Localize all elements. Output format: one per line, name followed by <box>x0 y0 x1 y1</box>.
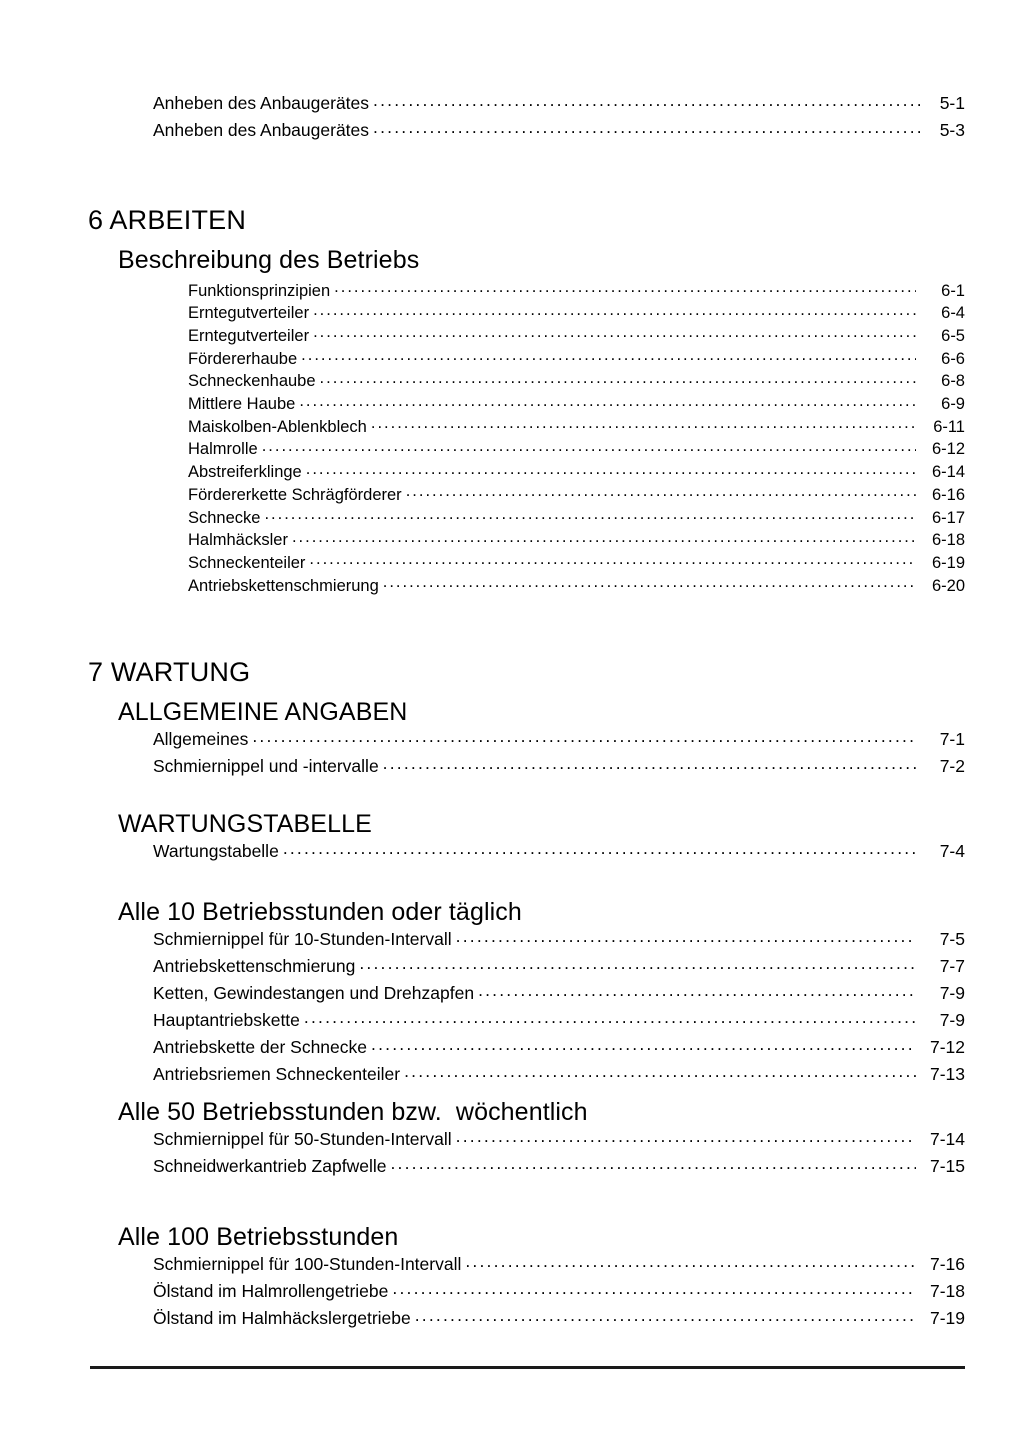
toc-entry-page: 6-20 <box>931 576 965 595</box>
toc-entry[interactable] <box>188 347 965 370</box>
toc-entry-label: Fördererkette Schrägförderer <box>188 485 402 504</box>
dot-leader <box>404 1063 916 1081</box>
toc-entry[interactable] <box>188 574 965 597</box>
section-allgemeine-angaben-entry-list <box>153 726 965 780</box>
toc-entry-label: Schmiernippel für 100-Stunden-Intervall <box>153 1254 462 1274</box>
toc-entry-page: 7-9 <box>939 983 965 1003</box>
toc-entry-label: Funktionsprinzipien <box>188 281 331 300</box>
chapter-title-6[interactable]: 6 ARBEITEN <box>88 205 247 235</box>
dot-leader <box>306 461 916 478</box>
toc-entry[interactable] <box>153 90 965 117</box>
dot-leader <box>465 1253 916 1271</box>
toc-entry-label: Schneckenhaube <box>188 372 316 391</box>
toc-entry[interactable] <box>188 324 965 347</box>
toc-entry-label: Antriebskettenschmierung <box>188 576 379 595</box>
toc-entry-label: Wartungstabelle <box>153 841 279 861</box>
toc-entry[interactable] <box>153 117 965 144</box>
dot-leader <box>309 551 916 568</box>
toc-entry[interactable] <box>188 415 965 438</box>
toc-entry[interactable] <box>188 529 965 552</box>
dot-leader <box>292 529 916 546</box>
toc-entry-label: Anheben des Anbaugerätes <box>153 120 370 140</box>
toc-entry[interactable] <box>153 953 965 980</box>
toc-entry[interactable] <box>188 279 965 302</box>
toc-entry-page: 7-14 <box>929 1129 965 1149</box>
toc-entry-page: 7-5 <box>939 929 965 949</box>
toc-entry-label: Maiskolben-Ablenkblech <box>188 417 367 436</box>
toc-entry-page: 6-8 <box>941 372 965 391</box>
dot-leader <box>283 840 916 858</box>
toc-entry-label: Abstreiferklinge <box>188 463 302 482</box>
dot-leader <box>390 1155 916 1173</box>
toc-entry-page: 6-9 <box>941 395 965 414</box>
dot-leader <box>252 728 916 746</box>
toc-entry[interactable] <box>153 926 965 953</box>
toc-entry-label: Schnecke <box>188 508 261 527</box>
toc-entry-label: Schmiernippel und -intervalle <box>153 756 379 776</box>
toc-entry-page: 7-18 <box>929 1281 965 1301</box>
section-title-alle-100-betriebsstunden[interactable]: Alle 100 Betriebsstunden <box>118 1223 399 1251</box>
toc-entry[interactable] <box>188 461 965 484</box>
toc-entry-label: Antriebskettenschmierung <box>153 956 356 976</box>
toc-entry[interactable] <box>188 438 965 461</box>
toc-entry-page: 6-5 <box>941 326 965 345</box>
toc-entry-label: Mittlere Haube <box>188 395 296 414</box>
toc-entry-page: 6-1 <box>941 281 965 300</box>
dot-leader <box>383 755 916 773</box>
toc-entry-page: 6-18 <box>931 531 965 550</box>
toc-entry-page: 7-15 <box>929 1156 965 1176</box>
toc-entry[interactable] <box>153 838 965 865</box>
dot-leader <box>478 982 916 1000</box>
carryover-entry-list <box>153 90 965 144</box>
toc-entry[interactable] <box>188 506 965 529</box>
toc-entry-label: Schneidwerkantrieb Zapfwelle <box>153 1156 387 1176</box>
toc-entry[interactable] <box>188 302 965 325</box>
section-title-alle-10-betriebsstunden[interactable]: Alle 10 Betriebsstunden oder täglich <box>118 898 522 926</box>
toc-entry-label: Halmrolle <box>188 440 258 459</box>
toc-entry[interactable] <box>188 370 965 393</box>
toc-entry[interactable] <box>153 980 965 1007</box>
toc-entry-label: Fördererhaube <box>188 349 298 368</box>
toc-entry[interactable] <box>153 1034 965 1061</box>
toc-entry-label: Allgemeines <box>153 729 249 749</box>
dot-leader <box>313 324 916 341</box>
toc-entry-page: 7-9 <box>939 1010 965 1030</box>
toc-entry-page: 6-12 <box>931 440 965 459</box>
section-title-wartungstabelle[interactable]: WARTUNGSTABELLE <box>118 810 372 838</box>
toc-entry-label: Antriebskette der Schnecke <box>153 1037 368 1057</box>
section-alle-100-betriebsstunden-entry-list <box>153 1251 965 1332</box>
section-wartungstabelle-entry-list <box>153 838 965 865</box>
toc-entry-page: 5-3 <box>939 120 965 140</box>
toc-entry-page: 7-12 <box>929 1037 965 1057</box>
section-title-beschreibung-des-betriebs[interactable]: Beschreibung des Betriebs <box>118 246 420 274</box>
toc-entry-label: Ölstand im Halmhäckslergetriebe <box>153 1308 411 1328</box>
toc-entry[interactable] <box>188 483 965 506</box>
toc-entry[interactable] <box>153 1061 965 1088</box>
section-title-alle-50-betriebsstunden[interactable]: Alle 50 Betriebsstunden bzw. wöchentlich <box>118 1098 588 1126</box>
dot-leader <box>371 1036 916 1054</box>
toc-entry-label: Hauptantriebskette <box>153 1010 300 1030</box>
dot-leader <box>383 574 916 591</box>
toc-entry[interactable] <box>153 1007 965 1034</box>
toc-entry-label: Ketten, Gewindestangen und Drehzapfen <box>153 983 475 1003</box>
toc-entry[interactable] <box>153 1278 965 1305</box>
toc-entry-label: Halmhäcksler <box>188 531 288 550</box>
dot-leader <box>264 506 916 523</box>
toc-entry-page: 6-17 <box>931 508 965 527</box>
dot-leader <box>301 347 916 364</box>
dot-leader <box>406 483 916 500</box>
toc-entry[interactable] <box>188 551 965 574</box>
toc-entry-page: 6-19 <box>931 553 965 572</box>
toc-entry-page: 7-19 <box>929 1308 965 1328</box>
toc-entry-page: 7-1 <box>939 729 965 749</box>
dot-leader <box>313 302 916 319</box>
toc-entry[interactable] <box>153 1153 965 1180</box>
dot-leader <box>415 1307 916 1325</box>
section-alle-50-betriebsstunden-entry-list <box>153 1126 965 1180</box>
toc-entry[interactable] <box>153 726 965 753</box>
toc-entry-label: Erntegutverteiler <box>188 326 310 345</box>
toc-entry-page: 7-7 <box>939 956 965 976</box>
chapter6-entry-list <box>188 279 965 597</box>
dot-leader <box>304 1009 916 1027</box>
chapter-title-7[interactable]: 7 WARTUNG <box>88 657 251 687</box>
toc-entry-page: 5-1 <box>939 93 965 113</box>
toc-entry-page: 7-4 <box>939 841 965 861</box>
toc-entry-page: 6-11 <box>933 417 965 436</box>
dot-leader <box>320 370 916 387</box>
toc-entry[interactable] <box>188 393 965 416</box>
dot-leader <box>262 438 916 455</box>
toc-entry-label: Erntegutverteiler <box>188 304 310 323</box>
toc-entry[interactable] <box>153 753 965 780</box>
dot-leader <box>371 415 916 432</box>
dot-leader <box>373 92 925 110</box>
toc-entry[interactable] <box>153 1251 965 1278</box>
dot-leader <box>334 279 916 296</box>
section-title-allgemeine-angaben[interactable]: ALLGEMEINE ANGABEN <box>118 698 408 726</box>
footer-divider <box>90 1366 965 1369</box>
dot-leader <box>359 955 916 973</box>
toc-entry[interactable] <box>153 1126 965 1153</box>
toc-entry-page: 6-16 <box>931 485 965 504</box>
dot-leader <box>456 1128 916 1146</box>
dot-leader <box>456 928 916 946</box>
toc-entry-page: 6-14 <box>931 463 965 482</box>
toc-entry-page: 7-16 <box>929 1254 965 1274</box>
toc-entry-page: 6-6 <box>941 349 965 368</box>
toc-entry-label: Anheben des Anbaugerätes <box>153 93 370 113</box>
section-alle-10-betriebsstunden-entry-list <box>153 926 965 1088</box>
dot-leader <box>392 1280 916 1298</box>
toc-entry-label: Schneckenteiler <box>188 553 306 572</box>
toc-entry-page: 7-13 <box>929 1064 965 1084</box>
dot-leader <box>299 393 916 410</box>
toc-entry-page: 6-4 <box>941 304 965 323</box>
toc-entry[interactable] <box>153 1305 965 1332</box>
toc-entry-label: Schmiernippel für 50-Stunden-Intervall <box>153 1129 452 1149</box>
toc-entry-label: Antriebsriemen Schneckenteiler <box>153 1064 401 1084</box>
toc-entry-page: 7-2 <box>939 756 965 776</box>
toc-entry-label: Ölstand im Halmrollengetriebe <box>153 1281 389 1301</box>
dot-leader <box>373 119 925 137</box>
toc-entry-label: Schmiernippel für 10-Stunden-Intervall <box>153 929 452 949</box>
